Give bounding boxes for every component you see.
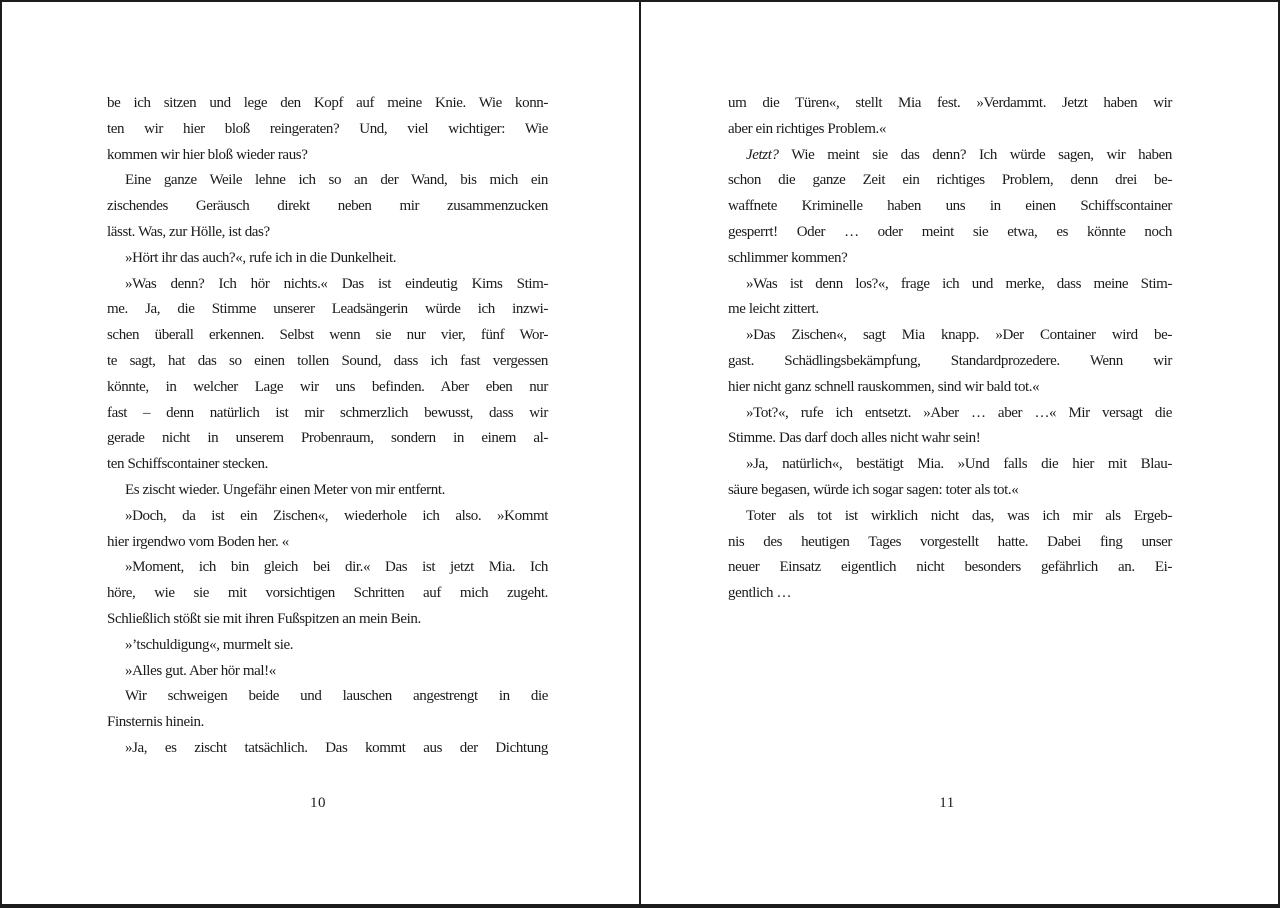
- text-line: Schließlich stößt sie mit ihren Fußspitzen an mein Bein.: [107, 610, 421, 627]
- text-line: gentlich …: [728, 585, 792, 602]
- text-line: »Das Zischen«, sagt Mia knapp. »Der Container wird be-: [746, 327, 1172, 344]
- text-line: »Alles gut. Aber hör mal!«: [125, 662, 276, 679]
- right-page-number: 11: [939, 795, 955, 811]
- text-line: Eine ganze Weile lehne ich so an der Wand, bis mich ein: [125, 172, 548, 189]
- text-line: aber ein richtiges Problem.«: [728, 120, 886, 137]
- text-line: waffnete Kriminelle haben uns in einen Schiffscontainer: [728, 198, 1172, 215]
- text-line: »Was denn? Ich hör nichts.« Das ist eindeutig Kims Stim-: [125, 275, 548, 292]
- text-line: schen überall erkennen. Selbst wenn sie nur vier, fünf Wor-: [107, 327, 548, 344]
- left-page-number: 10: [310, 795, 326, 811]
- text-line: hier irgendwo vom Boden her. «: [107, 533, 289, 550]
- text-line: »Ja, natürlich«, bestätigt Mia. »Und falls die hier mit Blau-: [746, 456, 1172, 473]
- italic-text: Jetzt?: [746, 146, 779, 163]
- text-line: ten wir hier bloß reingeraten? Und, viel wichtiger: Wie: [107, 120, 548, 137]
- text-line: Wir schweigen beide und lauschen angestrengt in die: [125, 688, 548, 705]
- text-line: ten Schiffscontainer stecken.: [107, 456, 268, 473]
- text-line: hier nicht ganz schnell rauskommen, sind wir bald tot.«: [728, 378, 1040, 395]
- text-line: schon die ganze Zeit ein richtiges Problem, denn drei be-: [728, 172, 1172, 189]
- text-line: um die Türen«, stellt Mia fest. »Verdammt. Jetzt haben wir: [728, 95, 1172, 111]
- text-line: »Doch, da ist ein Zischen«, wiederhole ich also. »Kommt: [125, 507, 548, 524]
- text-line: könnte, in welcher Lage wir uns befinden. Aber eben nur: [107, 378, 548, 395]
- text-line: Stimme. Das darf doch alles nicht wahr sein!: [728, 430, 981, 447]
- text-line: Es zischt wieder. Ungefähr einen Meter von mir entfernt.: [125, 481, 445, 498]
- page-divider-line: [639, 0, 641, 908]
- text-line: gerade nicht in unserem Probenraum, sondern in einem al-: [107, 430, 548, 447]
- text-line: »Was ist denn los?«, frage ich und merke, dass meine Stim-: [746, 275, 1172, 292]
- text-line: fast – denn natürlich ist mir schmerzlich bewusst, dass wir: [107, 404, 548, 421]
- text-line: »Ja, es zischt tatsächlich. Das kommt aus der Dichtung: [125, 739, 548, 756]
- text-line: Finsternis hinein.: [107, 714, 204, 731]
- right-page-text-block: [728, 91, 1172, 607]
- text-line: Toter als tot ist wirklich nicht das, was ich mir als Ergeb-: [746, 507, 1172, 524]
- text-line: höre, wie sie mit vorsichtigen Schritten auf mich zugeht.: [107, 585, 548, 602]
- text-line: lässt. Was, zur Hölle, ist das?: [107, 223, 270, 240]
- text-line: te sagt, hat das so einen tollen Sound, dass ich fast vergessen: [107, 352, 548, 369]
- text-line: schlimmer kommen?: [728, 249, 848, 266]
- text-line: säure begasen, würde ich sogar sagen: toter als tot.«: [728, 481, 1019, 498]
- text-line: be ich sitzen und lege den Kopf auf meine Knie. Wie konn-: [107, 95, 548, 111]
- text-line: nis des heutigen Tages vorgestellt hatte. Dabei fing unser: [728, 533, 1172, 550]
- text-line: »Tot?«, rufe ich entsetzt. »Aber … aber …« Mir versagt die: [746, 404, 1172, 421]
- text-line: neuer Einsatz eigentlich nicht besonders gefährlich an. Ei-: [728, 559, 1172, 576]
- text-line: kommen wir hier bloß wieder raus?: [107, 146, 308, 163]
- text-line: Jetzt? Wie meint sie das denn? Ich würde sagen, wir haben: [746, 146, 1172, 163]
- text-line: me leicht zittert.: [728, 301, 819, 318]
- text-line: gast. Schädlingsbekämpfung, Standardprozedere. Wenn wir: [728, 352, 1172, 369]
- text-line: me. Ja, die Stimme unserer Leadsängerin würde ich inzwi-: [107, 301, 548, 318]
- text-line: »Hört ihr das auch?«, rufe ich in die Dunkelheit.: [125, 249, 397, 266]
- text-line: »Moment, ich bin gleich bei dir.« Das ist jetzt Mia. Ich: [125, 559, 548, 576]
- text-line: zischendes Geräusch direkt neben mir zusammenzucken: [107, 198, 548, 215]
- left-page-text-block: [107, 91, 548, 762]
- text-line: »’tschuldigung«, murmelt sie.: [125, 636, 294, 653]
- text-line: gesperrt! Oder … oder meint sie etwa, es könnte noch: [728, 223, 1172, 240]
